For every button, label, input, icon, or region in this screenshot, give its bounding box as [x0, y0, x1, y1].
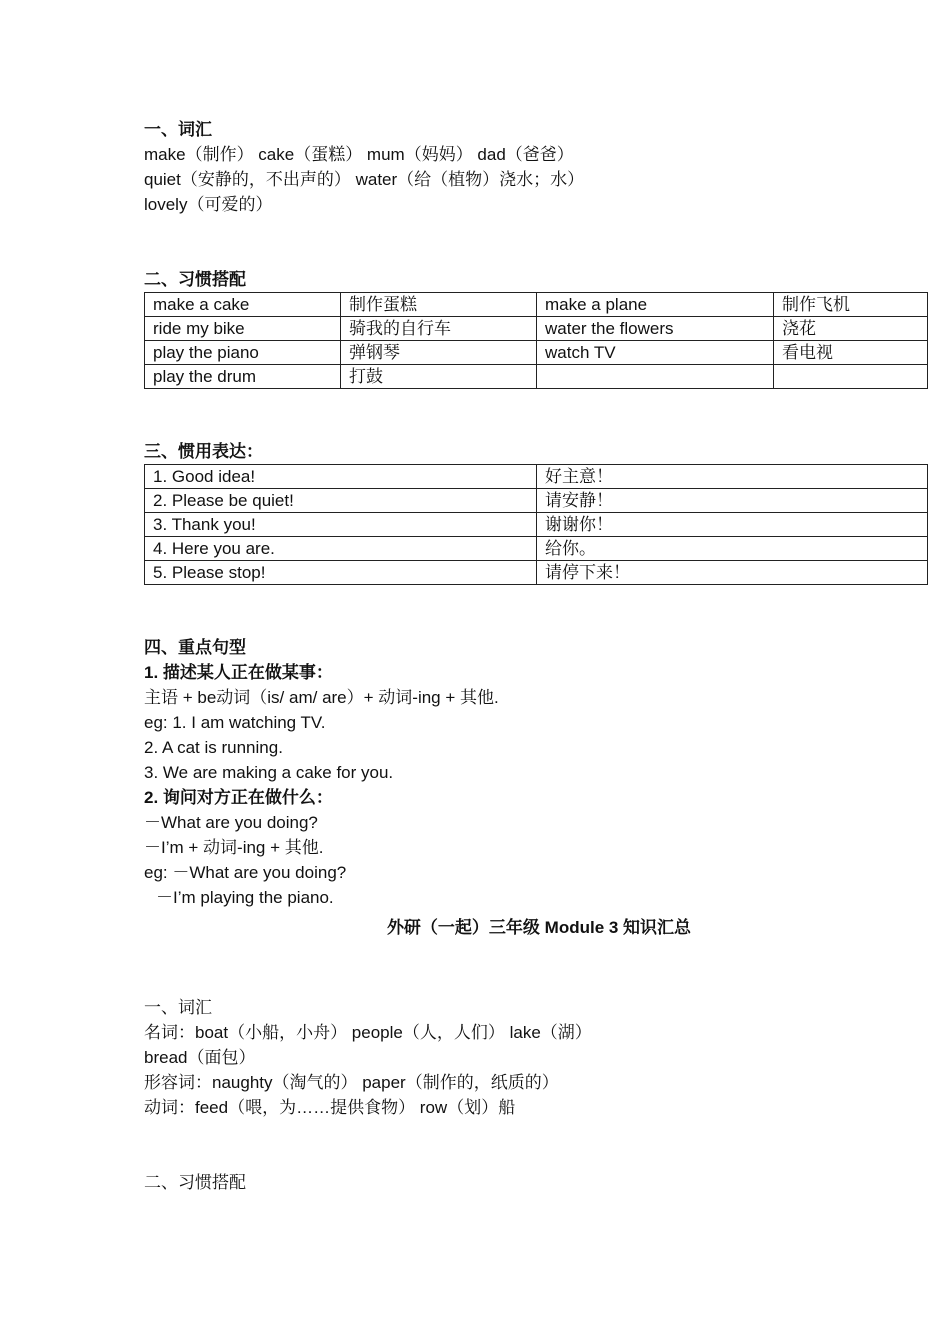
table-cell: [774, 365, 928, 389]
table-cell: water the flowers: [537, 317, 774, 341]
table-cell: make a cake: [145, 293, 341, 317]
module3-collocation-title: 二、习惯搭配: [144, 1173, 246, 1192]
sentence-pattern-heading: 1. 描述某人正在做某事：: [144, 663, 333, 682]
vocab-line: quiet（安静的，不出声的） water（给（植物）浇水；水）: [144, 170, 585, 189]
sentence-pattern-heading: 2. 询问对方正在做什么：: [144, 788, 333, 807]
table-cell: 3. Thank you!: [145, 513, 537, 537]
vocab-line: make（制作） cake（蛋糕） mum（妈妈） dad（爸爸）: [144, 145, 574, 164]
table-row: [145, 513, 928, 537]
table-cell: 浇花: [774, 317, 928, 341]
table-cell: 骑我的自行车: [341, 317, 537, 341]
table-cell: 弹钢琴: [341, 341, 537, 365]
table-row: [145, 365, 928, 389]
table-row: [145, 561, 928, 585]
example-line: 2. A cat is running.: [144, 738, 283, 757]
section4-title: 四、重点句型: [144, 638, 246, 657]
expression-table: [144, 464, 928, 585]
table-cell: 请安静！: [537, 489, 928, 513]
table-cell: play the piano: [145, 341, 341, 365]
table-cell: 谢谢你！: [537, 513, 928, 537]
table-cell: play the drum: [145, 365, 341, 389]
section2-title: 二、习惯搭配: [144, 270, 246, 289]
vocab-line: 名词：boat（小船，小舟） people（人，人们） lake（湖）: [144, 1023, 592, 1042]
table-row: [145, 293, 928, 317]
table-cell: make a plane: [537, 293, 774, 317]
table-row: [145, 537, 928, 561]
table-cell: 1. Good idea!: [145, 465, 537, 489]
module3-heading: 外研（一起）三年级 Module 3 知识汇总: [386, 918, 692, 937]
table-row: [145, 489, 928, 513]
collocation-table: [144, 292, 928, 389]
dialogue-line: －I’m playing the piano.: [156, 888, 334, 907]
dialogue-line: －What are you doing?: [144, 813, 318, 832]
vocab-line: lovely（可爱的）: [144, 195, 273, 214]
vocab-line: bread（面包）: [144, 1048, 256, 1067]
dialogue-line: －I’m + 动词-ing + 其他.: [144, 838, 324, 857]
table-cell: 给你。: [537, 537, 928, 561]
vocab-line: 动词：feed（喂，为……提供食物） row（划）船: [144, 1098, 516, 1117]
example-line: eg: 1. I am watching TV.: [144, 713, 326, 732]
document-page: [144, 117, 934, 1195]
table-cell: 看电视: [774, 341, 928, 365]
table-cell: 2. Please be quiet!: [145, 489, 537, 513]
module3-vocab-title: 一、词汇: [144, 998, 212, 1017]
table-cell: 请停下来！: [537, 561, 928, 585]
table-cell: 打鼓: [341, 365, 537, 389]
table-cell: [537, 365, 774, 389]
table-cell: 5. Please stop!: [145, 561, 537, 585]
section1-title: 一、词汇: [144, 120, 212, 139]
table-cell: 好主意！: [537, 465, 928, 489]
vocab-line: 形容词：naughty（淘气的） paper（制作的，纸质的）: [144, 1073, 559, 1092]
table-row: [145, 465, 928, 489]
example-line: 3. We are making a cake for you.: [144, 763, 394, 782]
formula-line: 主语 + be动词（is/ am/ are）+ 动词-ing + 其他.: [144, 688, 499, 707]
table-cell: 制作蛋糕: [341, 293, 537, 317]
table-row: [145, 341, 928, 365]
table-cell: 制作飞机: [774, 293, 928, 317]
table-cell: watch TV: [537, 341, 774, 365]
table-row: [145, 317, 928, 341]
table-cell: ride my bike: [145, 317, 341, 341]
dialogue-line: eg: －What are you doing?: [144, 863, 347, 882]
section3-title: 三、惯用表达：: [144, 442, 263, 461]
table-cell: 4. Here you are.: [145, 537, 537, 561]
